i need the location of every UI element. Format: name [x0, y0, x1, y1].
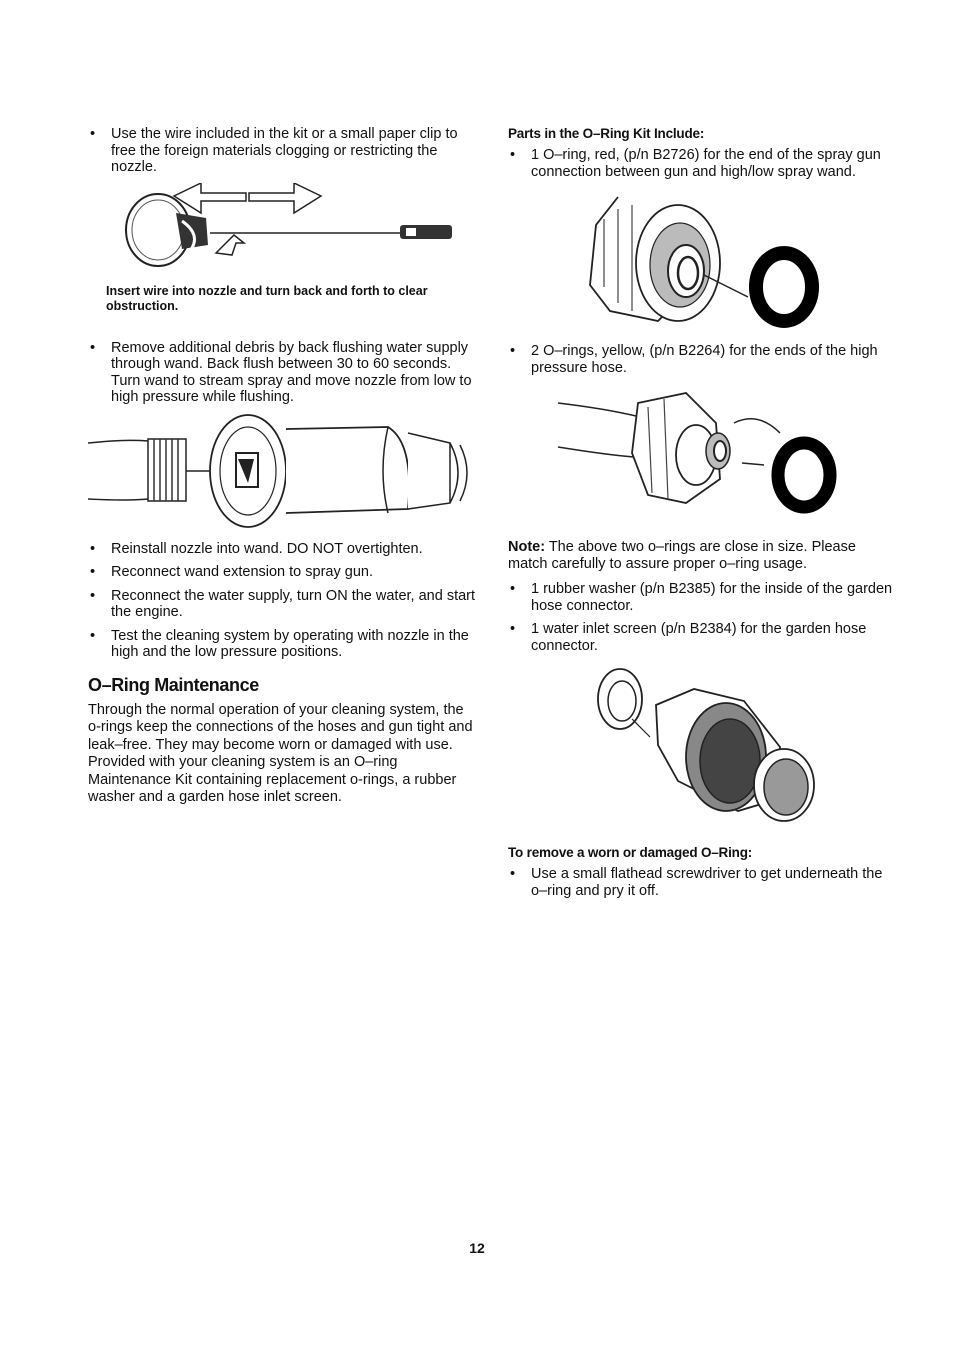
wire-into-nozzle-illustration: [106, 183, 476, 278]
list-item: • 1 O–ring, red, (p/n B2726) for the end of the spray gun connection between gun and high/low spray wand.: [508, 147, 898, 180]
list-item: • Remove additional debris by back flushing water supply through wand. Back flush between 30 to 60 seconds. Turn wand to stream spray and move nozzle from low to high pressure while flushing.: [88, 340, 478, 406]
remove-heading: To remove a worn or damaged O–Ring:: [508, 845, 753, 860]
hose-oring-illustration: [508, 383, 898, 523]
washer-screen-illustration: [508, 661, 898, 831]
list-item: • 1 water inlet screen (p/n B2384) for the garden hose connector.: [508, 621, 898, 654]
bullet-list: [508, 147, 898, 180]
list-item: • Reinstall nozzle into wand. DO NOT overtighten.: [88, 541, 478, 558]
bullet-list: [508, 866, 898, 899]
section-body: Through the normal operation of your cleaning system, the o-rings keep the connections of the hoses and gun tight and leak–free. They may become worn or damaged with use. Provided with your cleaning system is an O–ring Maintenance Kit containing replacement o-rings, a rubber washer and a garden hose inlet screen.: [88, 701, 473, 805]
list-item: • Use the wire included in the kit or a small paper clip to free the foreign materials clogging or restricting the nozzle.: [88, 126, 478, 176]
spray-gun-oring-illustration: [508, 187, 898, 337]
note-text: The above two o–rings are close in size. Please match carefully to assure proper o–ring usage.: [508, 539, 856, 572]
note-paragraph: [508, 539, 898, 573]
section-title: O–Ring Maintenance: [88, 674, 259, 695]
parts-heading: Parts in the O–Ring Kit Include:: [508, 126, 705, 141]
right-column: [508, 126, 898, 906]
list-item: • Test the cleaning system by operating with nozzle in the high and the low pressure positions.: [88, 628, 478, 661]
page-number: 12: [469, 1240, 485, 1256]
list-item: • 1 rubber washer (p/n B2385) for the inside of the garden hose connector.: [508, 581, 898, 614]
nozzle-wand-illustration: [88, 413, 478, 533]
list-item: • Reconnect the water supply, turn ON the water, and start the engine.: [88, 588, 478, 621]
bullet-list: [508, 581, 898, 654]
left-column: [88, 126, 478, 807]
bullet-list: [88, 541, 478, 661]
bullet-list: [88, 126, 478, 176]
list-item: • 2 O–rings, yellow, (p/n B2264) for the ends of the high pressure hose.: [508, 343, 898, 376]
list-item: • Use a small flathead screwdriver to get underneath the o–ring and pry it off.: [508, 866, 898, 899]
bullet-list: [508, 343, 898, 376]
figure-caption: Insert wire into nozzle and turn back and forth to clear obstruction.: [106, 283, 428, 313]
list-item: • Reconnect wand extension to spray gun.: [88, 564, 478, 581]
note-label: Note:: [508, 539, 546, 555]
bullet-list: [88, 340, 478, 406]
